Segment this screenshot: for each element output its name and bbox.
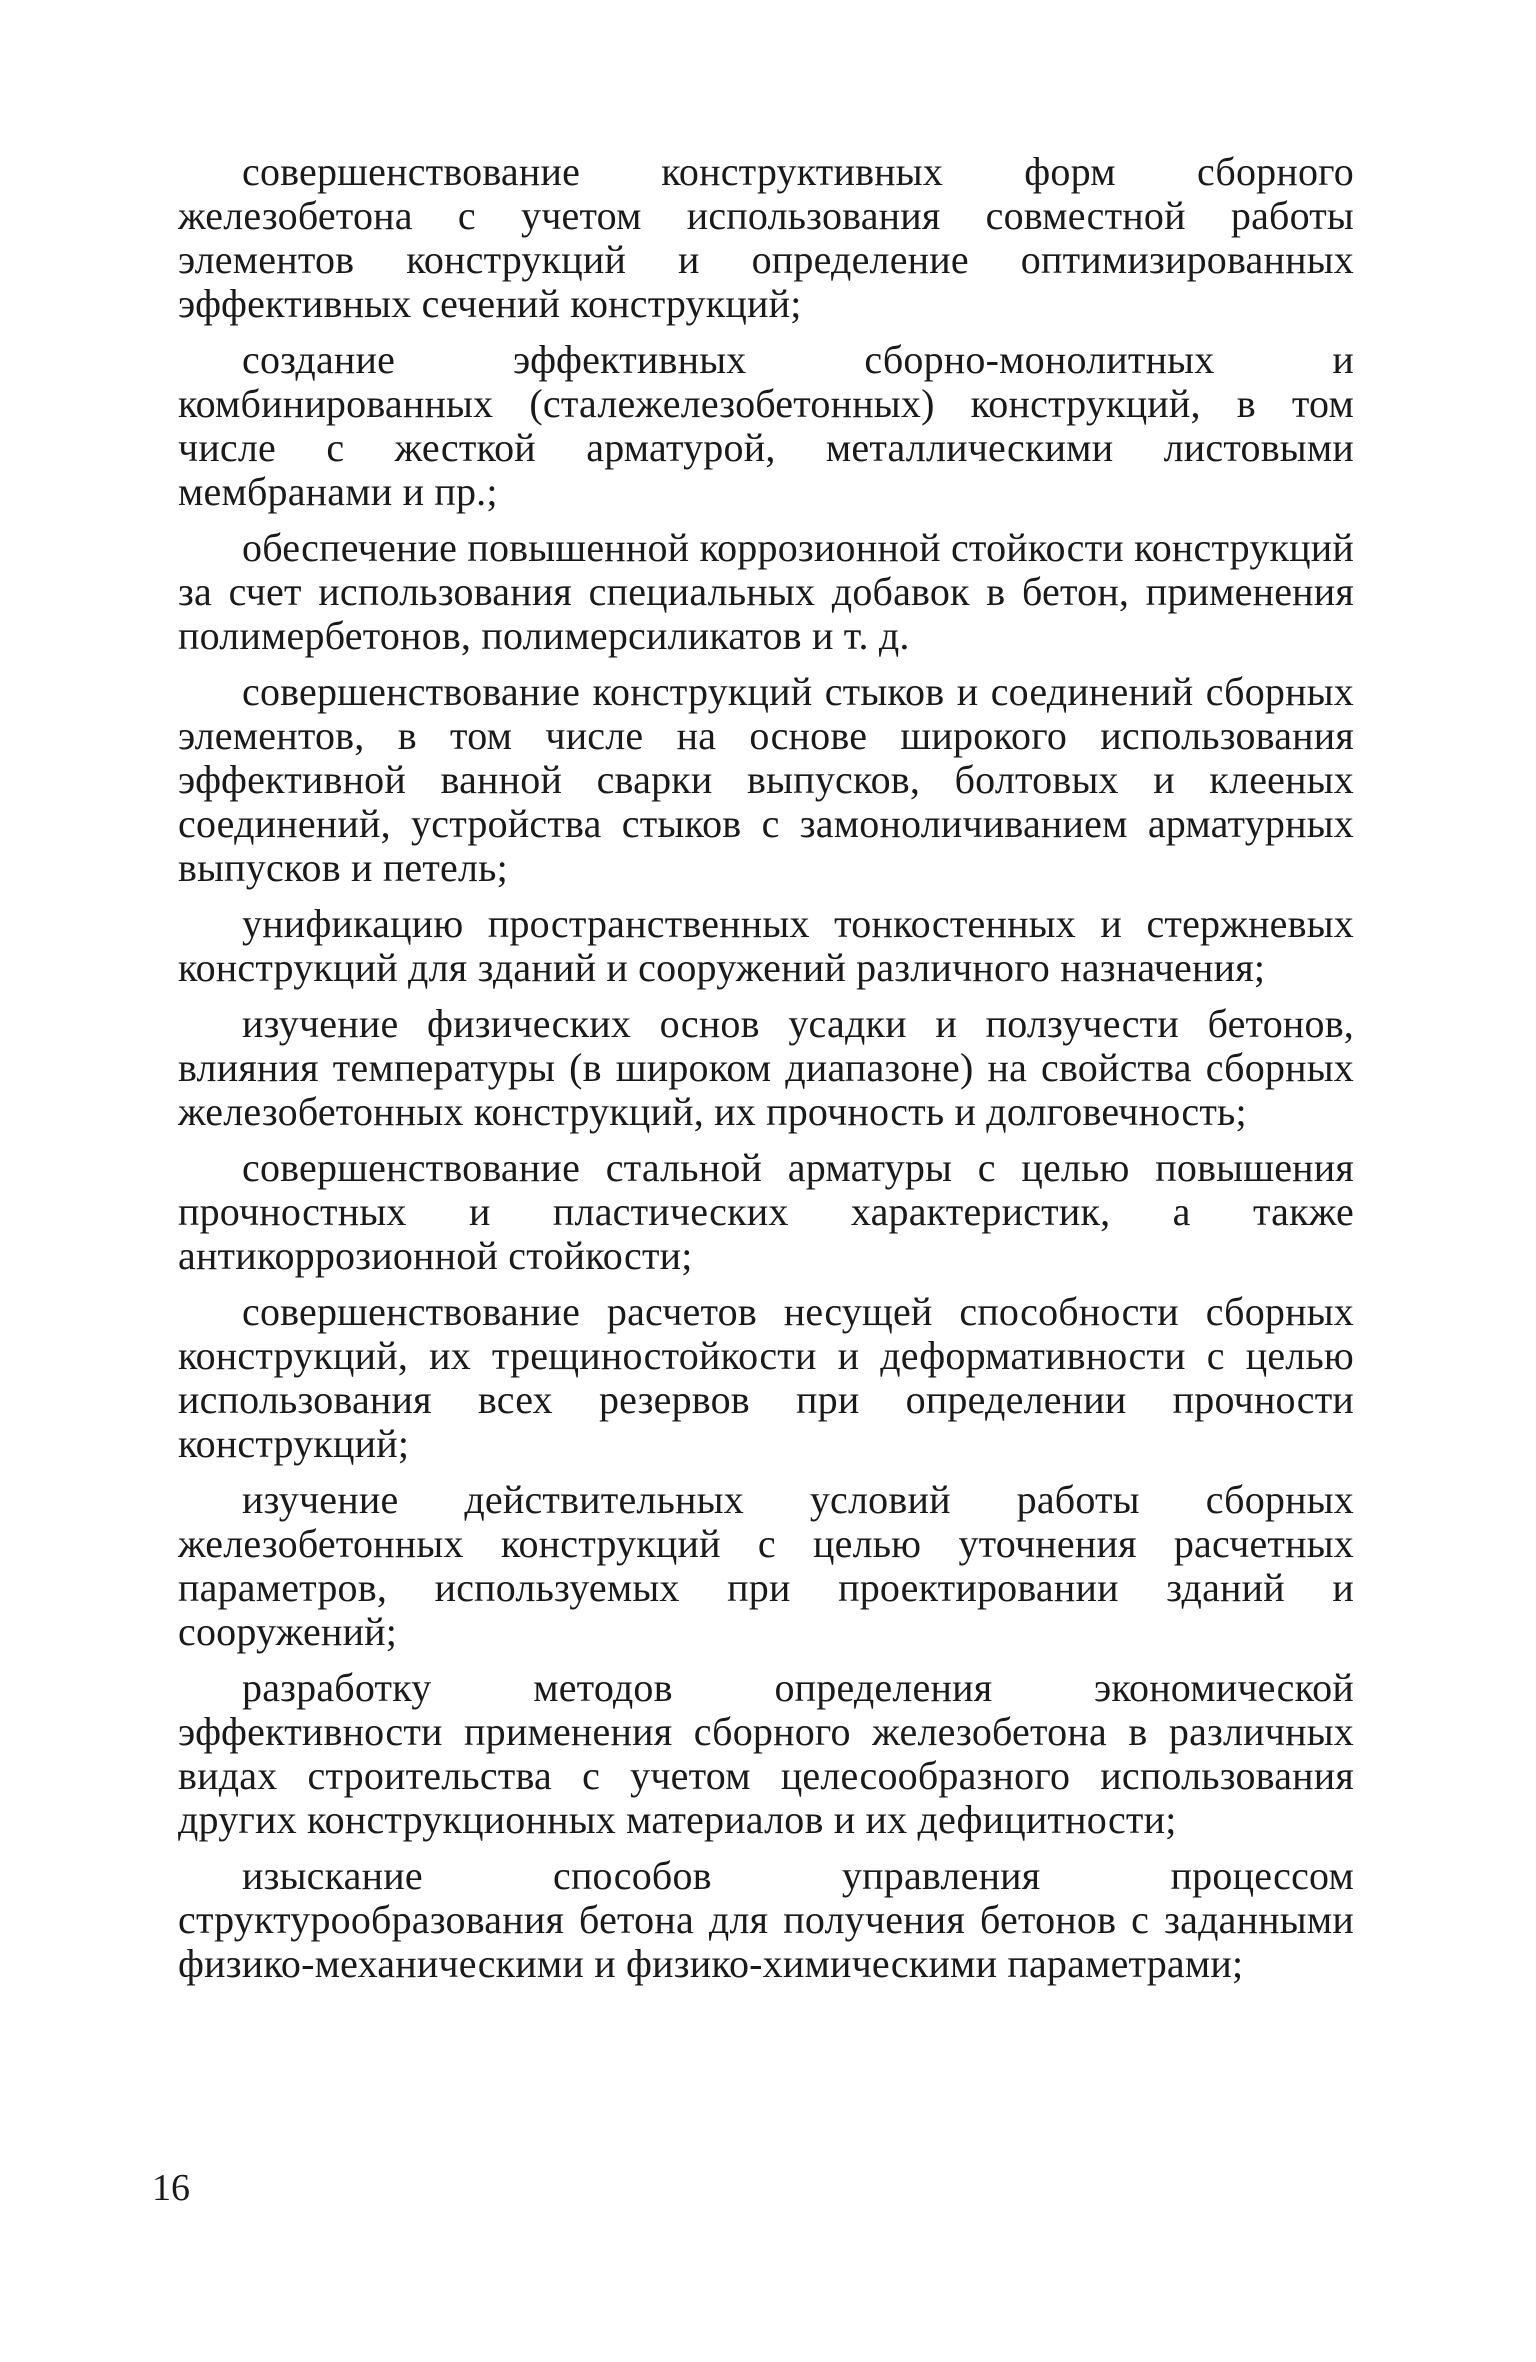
paragraph: совершенствование расчетов несущей способности сборных конструкций, их трещиностойкости и деформативности с целью использования всех резервов при определении прочности конструкций; [178,1289,1354,1466]
paragraph: совершенствование стальной арматуры с целью повышения прочностных и пластических характеристик, а также антикоррозионной стойкости; [178,1145,1354,1278]
paragraph: совершенствование конструкций стыков и соединений сборных элементов, в том числе на основе широкого использования эффективной ванной сварки выпусков, болтовых и клееных соединений, устройства стыков с замоноличиванием арматурных выпусков и петель; [178,669,1354,890]
paragraph: разработку методов определения экономической эффективности применения сборного железобетона в различных видах строительства с учетом целесообразного использования других конструкционных материалов и их дефицитности; [178,1665,1354,1842]
paragraph: изучение физических основ усадки и ползучести бетонов, влияния температуры (в широком диапазоне) на свойства сборных железобетонных конструкций, их прочность и долговечность; [178,1001,1354,1134]
paragraph: обеспечение повышенной коррозионной стойкости конструкций за счет использования специальных добавок в бетон, применения полимербетонов, полимерсиликатов и т. д. [178,525,1354,658]
paragraph: создание эффективных сборно-монолитных и комбинированных (сталежелезобетонных) конструкций, в том числе с жесткой арматурой, металлическими листовыми мембранами и пр.; [178,337,1354,514]
page-body [178,150,1354,1998]
paragraph: совершенствование конструктивных форм сборного железобетона с учетом использования совместной работы элементов конструкций и определение оптимизированных эффективных сечений конструкций; [178,149,1354,326]
paragraph: унификацию пространственных тонкостенных и стержневых конструкций для зданий и сооружений различного назначения; [178,901,1354,990]
paragraph: изучение действительных условий работы сборных железобетонных конструкций с целью уточнения расчетных параметров, используемых при проектировании зданий и сооружений; [178,1477,1354,1654]
paragraph: изыскание способов управления процессом структурообразования бетона для получения бетонов с заданными физико-механическими и физико-химическими параметрами; [178,1853,1354,1986]
page-number: 16 [152,2167,190,2209]
